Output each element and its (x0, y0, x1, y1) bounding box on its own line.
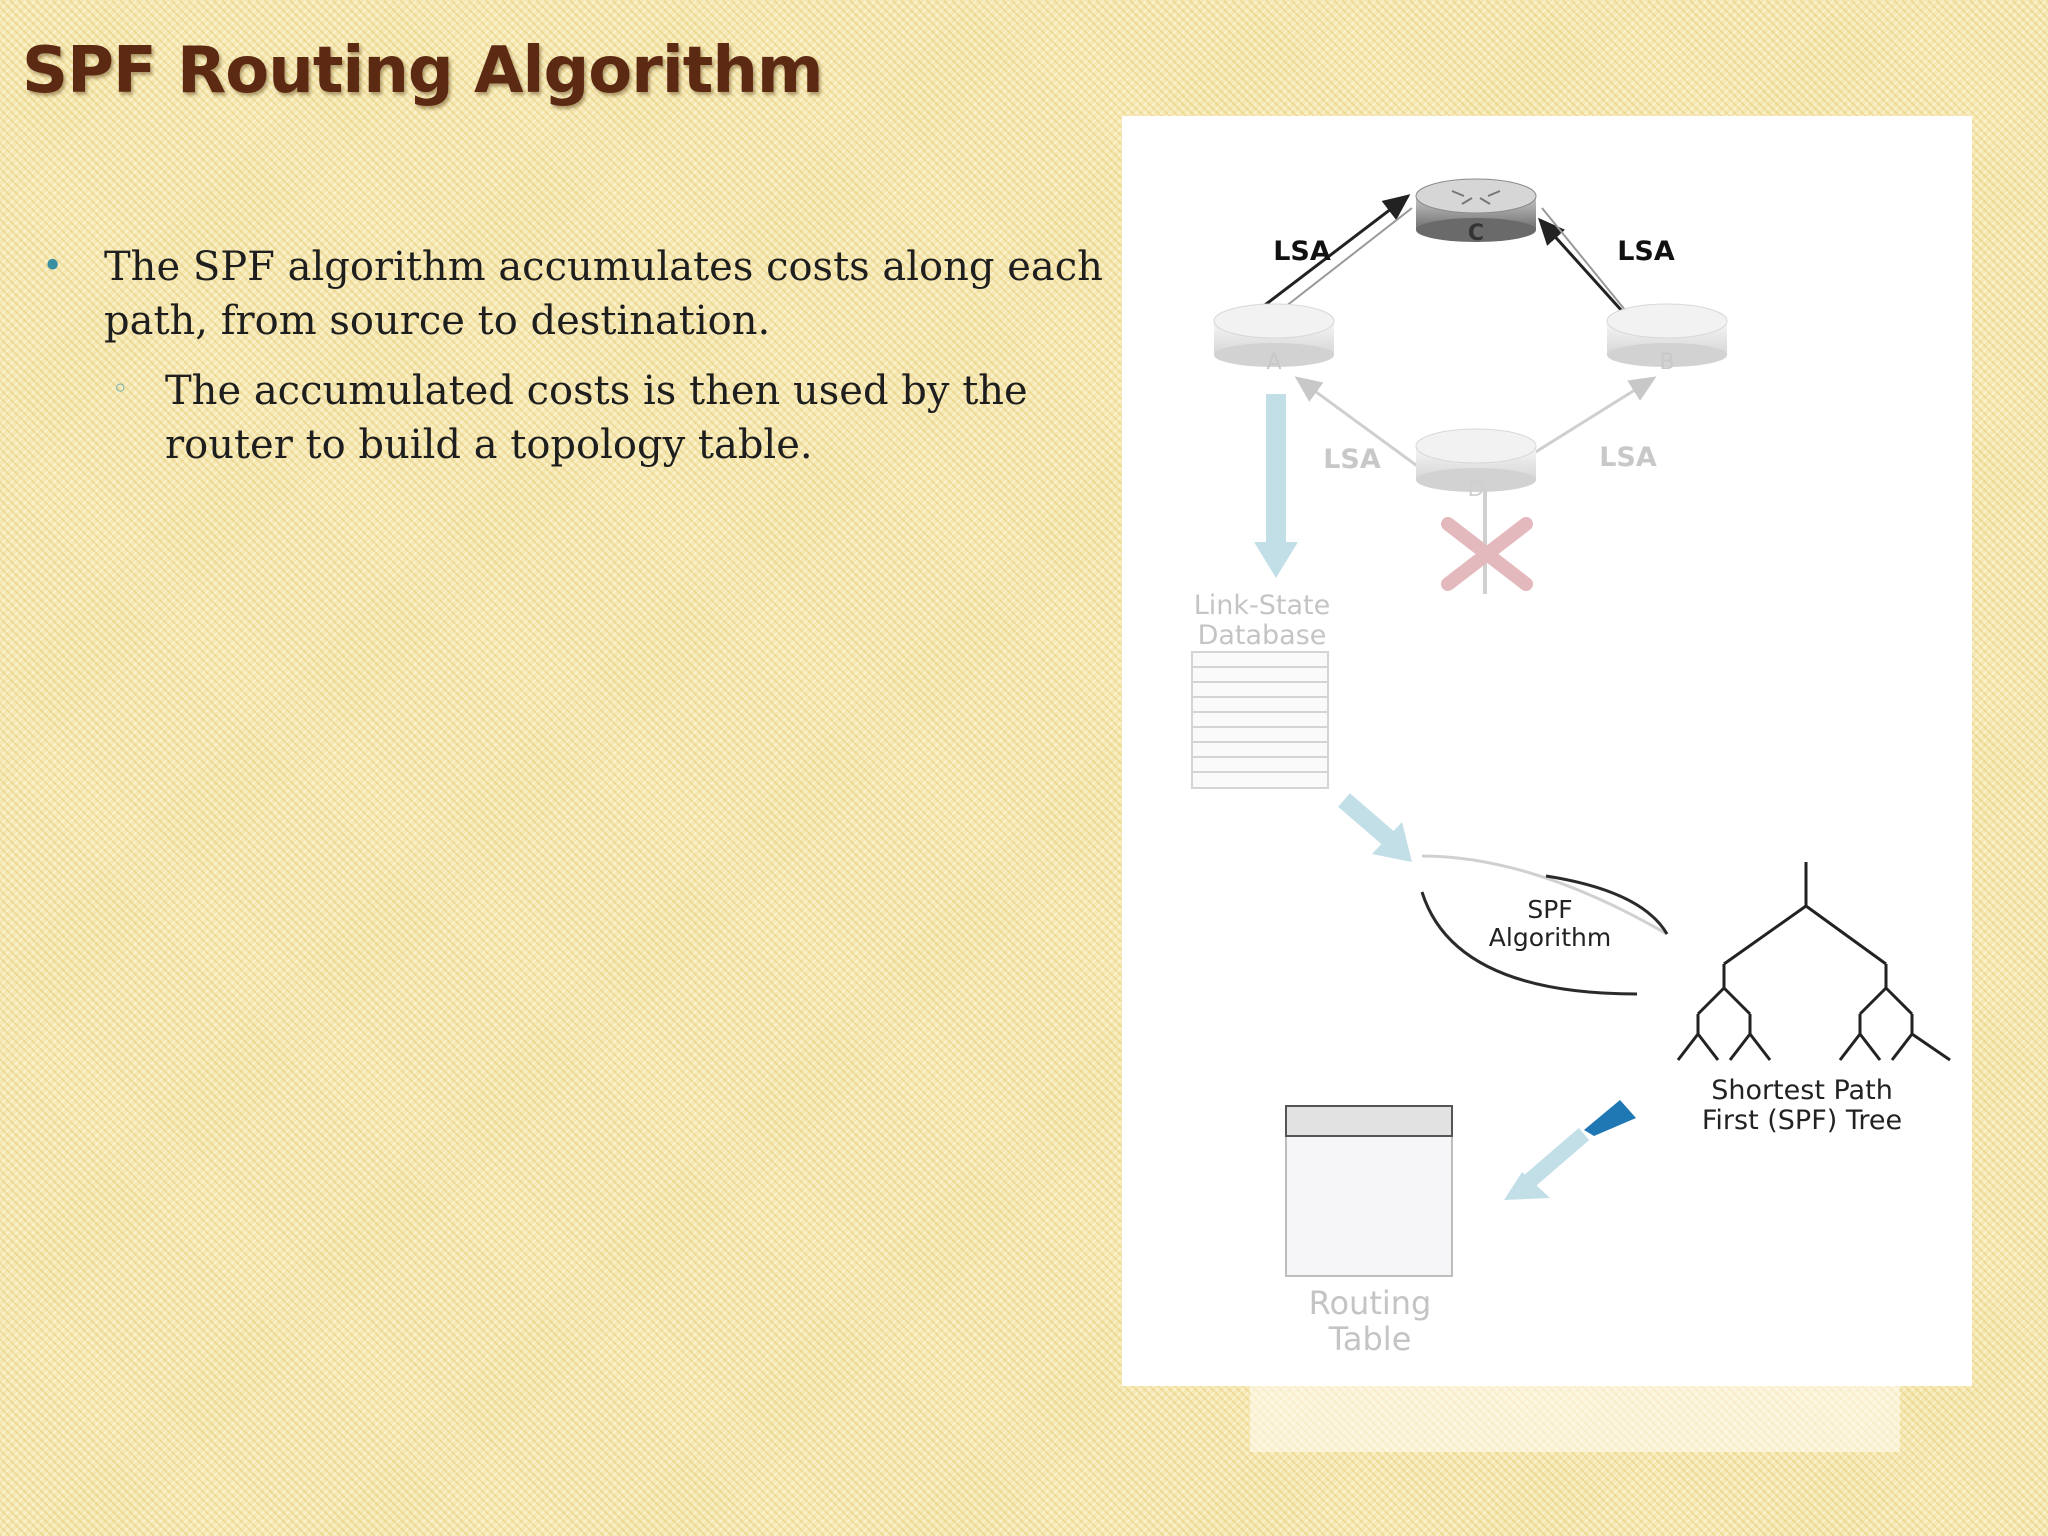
bullet-item-2 (40, 364, 1120, 472)
lsdb-icon (1192, 652, 1328, 788)
router-b-icon (1607, 304, 1727, 375)
router-d-label: D (1467, 477, 1485, 502)
lsdb-label-line2: Database (1197, 620, 1327, 651)
router-a-label: A (1266, 350, 1282, 375)
spf-tree-label-line2: First (SPF) Tree (1701, 1105, 1903, 1136)
bullet-item-1 (40, 240, 1120, 348)
arrow-to-routing-table (1504, 1100, 1636, 1200)
routing-table-label-line1: Routing (1308, 1284, 1432, 1322)
figure-shadow (1250, 1380, 1900, 1452)
spf-tree-icon (1678, 862, 1950, 1060)
sub-bullet-marker: ◦ (112, 372, 129, 405)
router-c-label: C (1467, 221, 1485, 246)
slide-title: SPF Routing Algorithm (22, 34, 823, 108)
bullet-marker: • (42, 246, 64, 287)
router-d-icon (1416, 429, 1536, 502)
arrow-to-spf (1344, 800, 1412, 862)
routing-table-icon (1286, 1106, 1452, 1276)
lsa-label-ac: LSA (1273, 236, 1331, 267)
spf-label-line1: SPF (1527, 895, 1573, 924)
router-b-label: B (1659, 350, 1675, 375)
sub-bullet-text: The accumulated costs is then used by the router to build a topology table. (165, 368, 1028, 468)
link-down-icon (1448, 488, 1526, 594)
spf-tree-label-line1: Shortest Path (1711, 1075, 1893, 1106)
router-c-icon (1416, 179, 1536, 246)
spf-diagram (1122, 116, 1972, 1386)
lsa-label-bc: LSA (1617, 236, 1675, 267)
lsa-label-bd: LSA (1599, 442, 1657, 473)
lsdb-label-line1: Link-State (1193, 590, 1331, 621)
lsa-label-ad: LSA (1323, 444, 1381, 475)
arrow-to-lsdb (1254, 394, 1298, 578)
bullet-text: The SPF algorithm accumulates costs along each path, from source to destination. (104, 244, 1103, 344)
spf-label-line2: Algorithm (1488, 923, 1612, 952)
router-a-icon (1214, 304, 1334, 375)
routing-table-label-line2: Table (1328, 1320, 1412, 1358)
bullet-list (40, 240, 1120, 472)
